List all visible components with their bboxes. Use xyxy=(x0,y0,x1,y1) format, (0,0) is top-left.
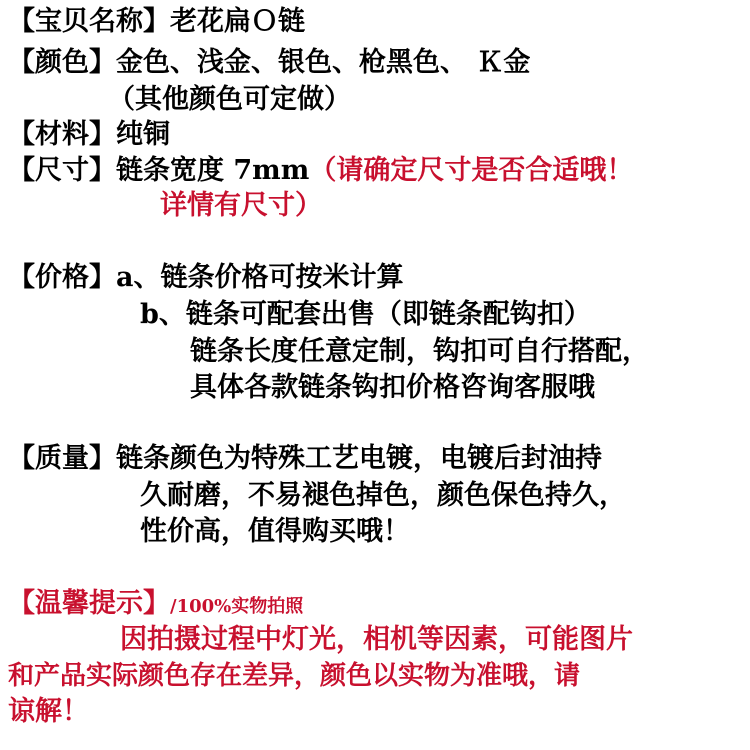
size-note-2: 详情有尺寸） xyxy=(160,190,322,221)
tip-line-1: 因拍摄过程中灯光，相机等因素，可能图片 xyxy=(120,624,633,655)
price-line-4: 具体各款链条钩扣价格咨询客服哦 xyxy=(190,372,595,403)
product-name-row xyxy=(8,4,305,40)
price-line-3: 链条长度任意定制，钩扣可自行搭配， xyxy=(190,336,649,367)
quality-label: 【质量】 xyxy=(8,443,116,474)
price-label: 【价格】 xyxy=(8,262,116,293)
color-note: （其他颜色可定做） xyxy=(108,84,351,115)
tip-line-2: 和产品实际颜色存在差异，颜色以实物为准哦，请 xyxy=(8,661,581,691)
color-row xyxy=(8,45,530,81)
color-label: 【颜色】 xyxy=(8,47,116,78)
tip-suffix: /100%实物拍照 xyxy=(170,596,304,617)
quality-line-1: 链条颜色为特殊工艺电镀，电镀后封油持 xyxy=(116,443,602,474)
size-label: 【尺寸】 xyxy=(8,155,116,186)
price-line-2: b、链条可配套出售（即链条配钩扣） xyxy=(140,299,591,330)
material-row xyxy=(8,117,170,153)
tip-line-3: 谅解！ xyxy=(8,696,89,727)
price-line-1: a、链条价格可按米计算 xyxy=(116,262,404,293)
tip-row xyxy=(8,586,303,625)
quality-line-2: 久耐磨，不易褪色掉色，颜色保色持久， xyxy=(140,480,626,511)
size-row xyxy=(8,153,633,189)
material-label: 【材料】 xyxy=(8,119,116,150)
product-name-value: 老花扁Ｏ链 xyxy=(170,6,305,37)
quality-line-3: 性价高，值得购买哦！ xyxy=(140,516,410,547)
price-row xyxy=(8,260,404,296)
size-note-1: （请确定尺寸是否合适哦！ xyxy=(309,155,634,186)
size-value: 链条宽度 7mm xyxy=(116,155,310,186)
material-value: 纯铜 xyxy=(116,119,170,150)
tip-label: 【温馨提示】 xyxy=(8,588,170,619)
quality-row xyxy=(8,441,602,477)
product-name-label: 【宝贝名称】 xyxy=(8,6,170,37)
color-value: 金色、浅金、银色、枪黑色、 Ｋ金 xyxy=(116,47,531,78)
